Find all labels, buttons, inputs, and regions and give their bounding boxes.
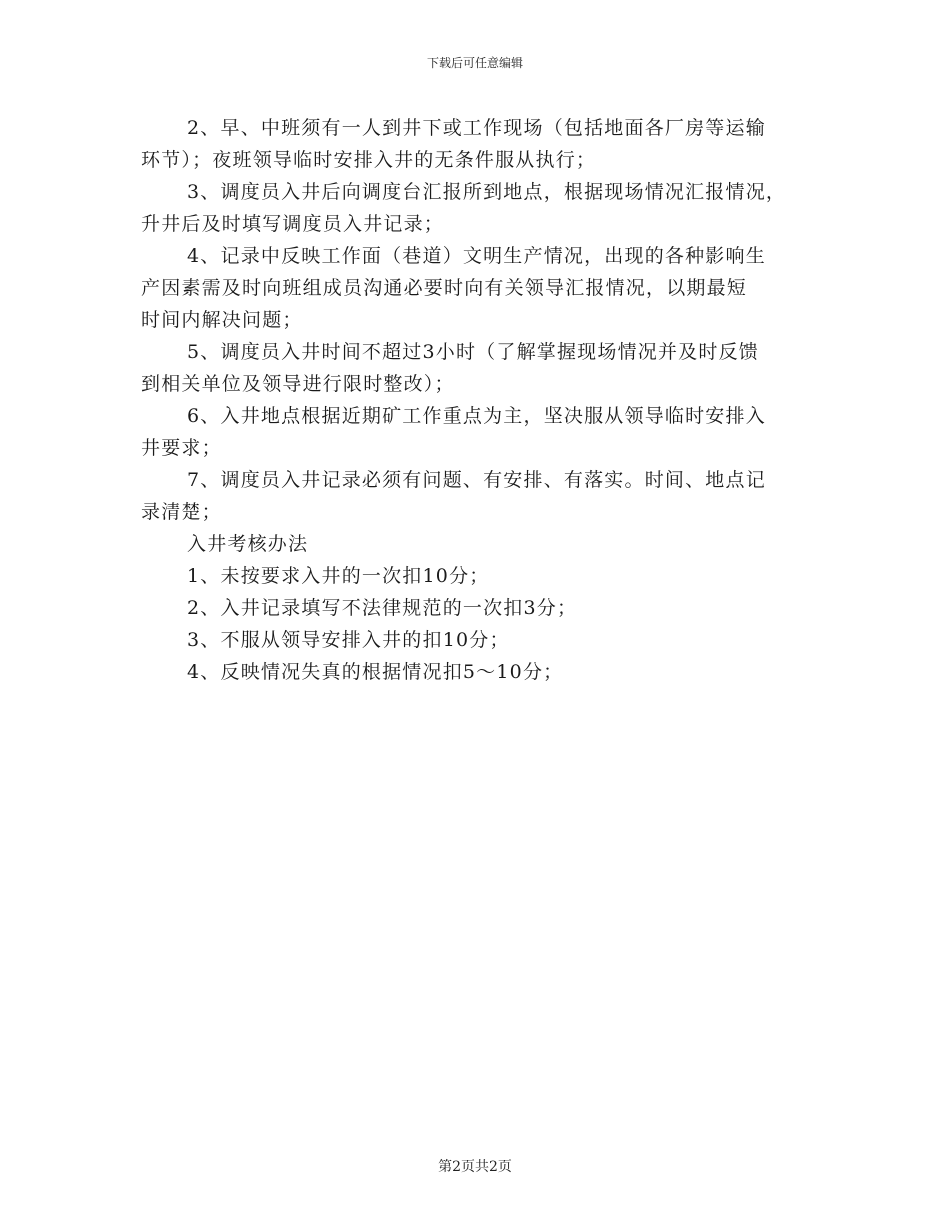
paragraph-line: 井要求；: [141, 437, 222, 459]
paragraph-line: 1、未按要求入井的一次扣10分；: [187, 565, 490, 587]
paragraph-line: 4、反映情况失真的根据情况扣5～10分；: [187, 661, 564, 683]
paragraph-line: 3、不服从领导安排入井的扣10分；: [187, 629, 510, 651]
paragraph-line: 升井后及时填写调度员入井记录；: [141, 213, 445, 235]
section-heading: 入井考核办法: [187, 533, 309, 555]
document-body: [141, 112, 816, 688]
paragraph-line: 6、入井地点根据近期矿工作重点为主，坚决服从领导临时安排入: [187, 405, 766, 427]
paragraph-line: 4、记录中反映工作面（巷道）文明生产情况，出现的各种影响生: [187, 245, 766, 267]
paragraph-line: 3、调度员入井后向调度台汇报所到地点，根据现场情况汇报情况，: [187, 181, 787, 203]
page-header: 下载后可任意编辑: [426, 56, 523, 70]
page-footer: 第2页共2页: [438, 1159, 512, 1175]
paragraph-line: 时间内解决问题；: [141, 309, 303, 331]
paragraph-line: 7、调度员入井记录必须有问题、有安排、有落实。时间、地点记: [187, 469, 766, 491]
paragraph-line: 5、调度员入井时间不超过3小时（了解掌握现场情况并及时反馈: [187, 341, 759, 363]
paragraph-line: 2、早、中班须有一人到井下或工作现场（包括地面各厂房等运输: [187, 117, 766, 139]
paragraph-line: 产因素需及时向班组成员沟通必要时向有关领导汇报情况，以期最短: [141, 277, 748, 299]
paragraph-line: 环节）；夜班领导临时安排入井的无条件服从执行；: [141, 149, 597, 171]
paragraph-line: 录清楚；: [141, 501, 222, 523]
paragraph-line: 到相关单位及领导进行限时整改）；: [141, 373, 455, 395]
paragraph-line: 2、入井记录填写不法律规范的一次扣3分；: [187, 597, 578, 619]
